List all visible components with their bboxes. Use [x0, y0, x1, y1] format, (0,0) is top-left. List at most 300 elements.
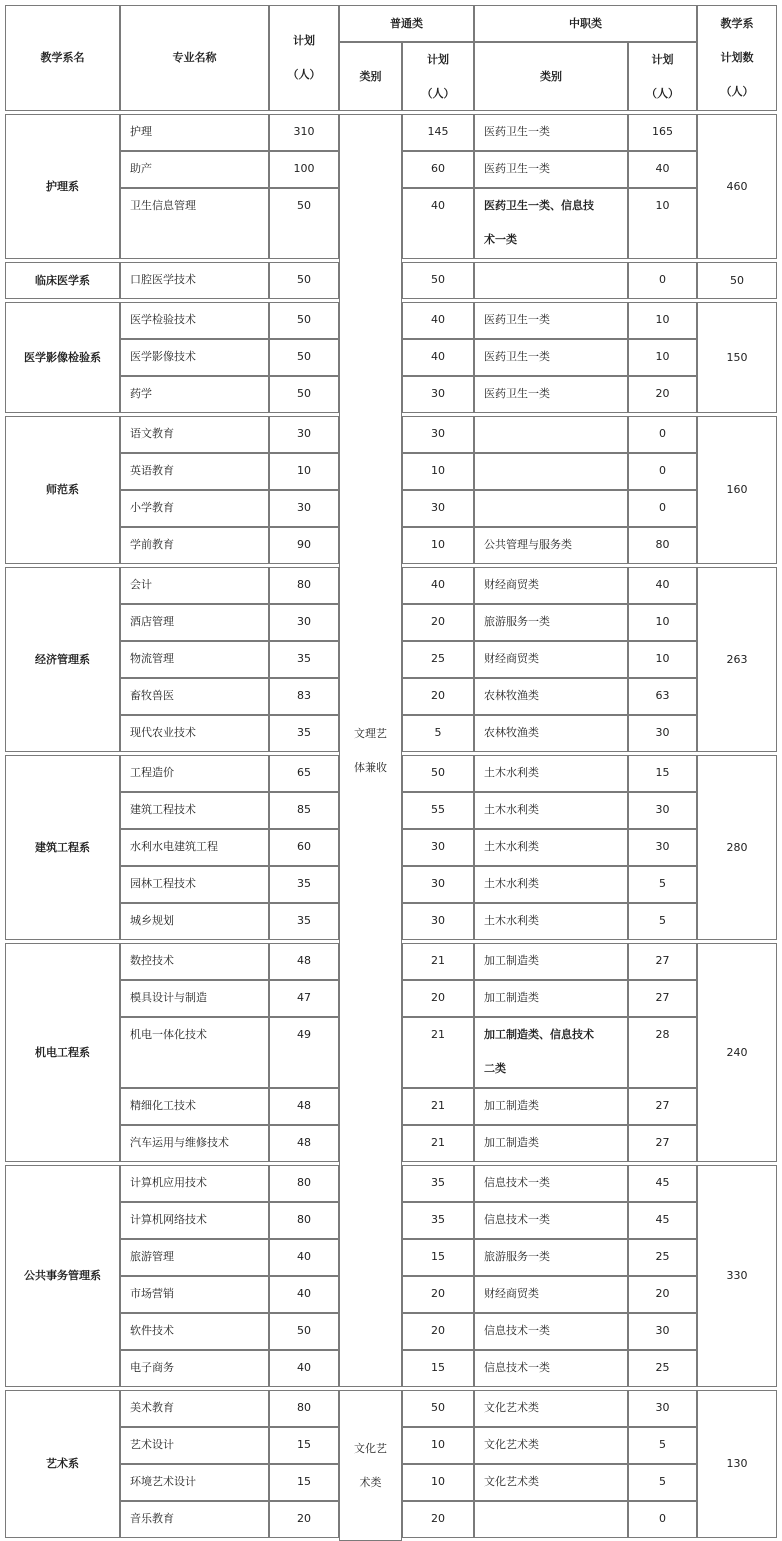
plan-value: 50 [297, 387, 311, 400]
vocational-plan-cell [628, 604, 697, 641]
major-name: 建筑工程技术 [130, 803, 196, 816]
header-dept-total-line3: （人） [720, 85, 754, 98]
general-plan-value: 20 [431, 689, 445, 702]
department-name: 临床医学系 [35, 273, 90, 287]
general-plan-cell [402, 1313, 474, 1350]
header-general-label: 普通类 [390, 16, 423, 30]
general-plan-cell [402, 490, 474, 527]
general-category-line: 文化艺 [354, 1441, 387, 1455]
department-total: 160 [726, 483, 748, 496]
plan-cell [269, 527, 339, 564]
plan-value: 10 [297, 464, 311, 477]
department-total-cell [697, 943, 777, 1162]
general-plan-cell [402, 943, 474, 980]
vocational-category: 农林牧渔类 [484, 689, 539, 702]
general-plan-value: 35 [431, 1213, 445, 1226]
plan-value: 85 [297, 803, 311, 816]
vocational-category: 加工制造类 [484, 1136, 539, 1149]
vocational-category: 土木水利类 [484, 914, 539, 927]
department-total: 240 [726, 1045, 748, 1059]
vocational-plan-value: 30 [655, 726, 670, 739]
general-plan-value: 20 [431, 1324, 445, 1337]
major-name: 护理 [130, 125, 152, 138]
plan-value: 50 [297, 1324, 311, 1337]
general-plan-cell [402, 151, 474, 188]
vocational-plan-cell [628, 1088, 697, 1125]
vocational-plan-value: 0 [659, 464, 666, 477]
vocational-plan-value: 30 [655, 1324, 670, 1337]
department-total-cell [697, 114, 777, 259]
vocational-category-cell [474, 755, 628, 792]
vocational-category-cell [474, 1202, 628, 1239]
vocational-category: 加工制造类 [484, 954, 539, 967]
general-plan-value: 35 [431, 1176, 445, 1189]
general-plan-value: 30 [431, 914, 445, 927]
plan-cell [269, 376, 339, 413]
vocational-plan-cell [628, 1125, 697, 1162]
vocational-plan-cell [628, 866, 697, 903]
major-name: 电子商务 [130, 1361, 174, 1374]
plan-cell [269, 114, 339, 151]
major-name: 学前教育 [130, 538, 174, 551]
department-name: 护理系 [46, 179, 79, 193]
general-plan-value: 25 [431, 652, 445, 665]
vocational-category-cell [474, 567, 628, 604]
vocational-category-cell [474, 114, 628, 151]
plan-cell [269, 1501, 339, 1538]
vocational-plan-cell [628, 792, 697, 829]
vocational-category: 文化艺术类 [484, 1401, 539, 1414]
plan-cell [269, 416, 339, 453]
vocational-plan-cell [628, 1017, 697, 1088]
department-total: 150 [726, 350, 748, 364]
vocational-category: 医药卫生一类 [484, 125, 550, 138]
vocational-category: 公共管理与服务类 [484, 538, 572, 551]
header-vocational-category-label: 类别 [540, 69, 562, 83]
vocational-plan-cell [628, 1501, 697, 1538]
header-dept-total-line1: 教学系 [720, 17, 754, 30]
vocational-plan-cell [628, 1239, 697, 1276]
vocational-category: 财经商贸类 [484, 578, 539, 591]
plan-cell [269, 866, 339, 903]
plan-cell [269, 1464, 339, 1501]
general-plan-cell [402, 1464, 474, 1501]
vocational-plan-cell [628, 567, 697, 604]
vocational-plan-value: 10 [655, 313, 670, 326]
vocational-plan-value: 20 [655, 1287, 670, 1300]
vocational-category-cell [474, 376, 628, 413]
header-general-category-label: 类别 [359, 69, 382, 83]
vocational-plan-value: 25 [655, 1361, 670, 1374]
major-name-cell [120, 1239, 269, 1276]
major-name: 模具设计与制造 [130, 991, 207, 1004]
vocational-category: 文化艺术类 [484, 1475, 539, 1488]
vocational-category: 信息技术一类 [484, 1324, 550, 1337]
major-name-cell [120, 376, 269, 413]
vocational-plan-value: 5 [659, 914, 666, 927]
vocational-plan-value: 27 [655, 991, 670, 1004]
plan-cell [269, 604, 339, 641]
plan-value: 47 [297, 991, 311, 1004]
plan-value: 15 [297, 1475, 311, 1488]
general-plan-value: 10 [431, 1475, 445, 1488]
major-name-cell [120, 678, 269, 715]
vocational-plan-cell [628, 980, 697, 1017]
major-name: 助产 [130, 162, 152, 175]
header-dept-total-line2: 计划数 [720, 51, 754, 64]
plan-cell [269, 792, 339, 829]
department-name: 师范系 [46, 483, 79, 496]
major-name-cell [120, 527, 269, 564]
major-name-cell [120, 1125, 269, 1162]
major-name-cell [120, 188, 269, 259]
vocational-plan-cell [628, 302, 697, 339]
department-total-cell [697, 416, 777, 564]
major-name: 酒店管理 [130, 615, 174, 628]
vocational-plan-value: 10 [655, 199, 670, 212]
vocational-plan-value: 10 [655, 615, 670, 628]
major-name-cell [120, 641, 269, 678]
plan-cell [269, 1350, 339, 1387]
major-name: 语文教育 [130, 427, 174, 440]
plan-value: 30 [297, 501, 311, 514]
vocational-category-cell [474, 1276, 628, 1313]
plan-value: 50 [297, 273, 311, 286]
general-plan-cell [402, 302, 474, 339]
header-dept-label: 教学系名 [40, 51, 85, 64]
plan-value: 50 [297, 313, 311, 326]
vocational-category-cell [474, 1017, 628, 1088]
department-total-cell [697, 262, 777, 299]
department-total: 263 [726, 652, 748, 666]
vocational-plan-cell [628, 1202, 697, 1239]
vocational-plan-cell [628, 829, 697, 866]
vocational-plan-cell [628, 1390, 697, 1427]
general-plan-cell [402, 829, 474, 866]
vocational-category-cell [474, 1427, 628, 1464]
major-name-cell [120, 903, 269, 940]
general-plan-cell [402, 262, 474, 299]
major-name: 环境艺术设计 [130, 1475, 196, 1488]
department-total: 330 [726, 1269, 748, 1282]
plan-cell [269, 1239, 339, 1276]
vocational-plan-value: 28 [655, 1028, 670, 1041]
vocational-plan-value: 30 [655, 1401, 670, 1414]
vocational-category-cell [474, 262, 628, 299]
department-name: 医学影像检验系 [24, 350, 101, 364]
plan-value: 15 [297, 1438, 311, 1451]
general-plan-cell [402, 1239, 474, 1276]
vocational-category: 土木水利类 [484, 766, 539, 779]
plan-value: 49 [297, 1028, 311, 1041]
general-plan-cell [402, 527, 474, 564]
major-name-cell [120, 416, 269, 453]
vocational-category-cell [474, 943, 628, 980]
vocational-plan-value: 25 [655, 1250, 670, 1263]
plan-value: 83 [297, 689, 311, 702]
department-total-cell [697, 755, 777, 940]
department-name: 机电工程系 [35, 1045, 90, 1059]
vocational-category-cell [474, 1350, 628, 1387]
plan-cell [269, 829, 339, 866]
vocational-category-cell [474, 903, 628, 940]
department-name-cell [5, 567, 120, 752]
plan-cell [269, 641, 339, 678]
vocational-plan-cell [628, 1427, 697, 1464]
plan-cell [269, 1165, 339, 1202]
vocational-category-line: 术一类 [484, 233, 517, 246]
general-plan-value: 30 [431, 501, 445, 514]
header-dept-total [697, 5, 777, 111]
major-name-cell [120, 1165, 269, 1202]
vocational-plan-value: 20 [655, 387, 670, 400]
general-plan-value: 10 [431, 538, 445, 551]
major-name: 计算机网络技术 [130, 1213, 207, 1226]
general-plan-cell [402, 1125, 474, 1162]
header-general [339, 5, 474, 42]
header-vocational-plan-line1: 计划 [651, 52, 674, 66]
plan-value: 50 [297, 199, 311, 212]
header-plan-line1: 计划 [293, 34, 315, 47]
vocational-category: 旅游服务一类 [484, 1250, 550, 1263]
department-name-cell [5, 114, 120, 259]
vocational-plan-cell [628, 1313, 697, 1350]
major-name: 水利水电建筑工程 [130, 840, 218, 853]
general-plan-value: 30 [431, 427, 445, 440]
general-plan-value: 50 [431, 766, 445, 779]
major-name-cell [120, 302, 269, 339]
vocational-plan-cell [628, 641, 697, 678]
vocational-plan-cell [628, 376, 697, 413]
department-total-cell [697, 1165, 777, 1387]
major-name: 医学检验技术 [130, 313, 196, 326]
general-plan-cell [402, 1390, 474, 1427]
major-name-cell [120, 604, 269, 641]
major-name: 现代农业技术 [130, 726, 196, 739]
header-vocational-label: 中职类 [569, 16, 602, 30]
major-name-cell [120, 1202, 269, 1239]
general-plan-value: 50 [431, 273, 445, 286]
vocational-plan-value: 27 [655, 954, 670, 967]
general-plan-value: 10 [431, 464, 445, 477]
header-plan-line2: （人） [287, 68, 321, 81]
major-name-cell [120, 1276, 269, 1313]
vocational-category-line: 医药卫生一类、信息技 [484, 199, 594, 212]
vocational-category: 加工制造类 [484, 1099, 539, 1112]
vocational-plan-cell [628, 453, 697, 490]
vocational-plan-value: 10 [655, 652, 670, 665]
general-plan-value: 20 [431, 1287, 445, 1300]
general-category-line: 体兼收 [354, 760, 387, 774]
general-category-cell [339, 1390, 402, 1541]
major-name-cell [120, 453, 269, 490]
plan-cell [269, 1276, 339, 1313]
vocational-plan-value: 0 [659, 427, 666, 440]
vocational-plan-cell [628, 114, 697, 151]
vocational-plan-cell [628, 678, 697, 715]
vocational-category-cell [474, 1088, 628, 1125]
vocational-category: 土木水利类 [484, 840, 539, 853]
vocational-category: 农林牧渔类 [484, 726, 539, 739]
plan-value: 30 [297, 427, 311, 440]
general-category-line: 术类 [359, 1475, 382, 1489]
header-vocational-plan [628, 42, 697, 111]
general-plan-cell [402, 453, 474, 490]
general-plan-value: 5 [434, 726, 442, 739]
vocational-plan-value: 0 [659, 501, 666, 514]
vocational-category-cell [474, 1313, 628, 1350]
major-name-cell [120, 490, 269, 527]
plan-cell [269, 1017, 339, 1088]
major-name: 旅游管理 [130, 1250, 174, 1263]
vocational-category-cell [474, 188, 628, 259]
plan-value: 30 [297, 615, 311, 628]
major-name: 口腔医学技术 [130, 273, 196, 286]
plan-cell [269, 1390, 339, 1427]
vocational-category-cell [474, 604, 628, 641]
general-plan-value: 55 [431, 803, 445, 816]
plan-value: 35 [297, 877, 311, 890]
general-plan-cell [402, 1165, 474, 1202]
vocational-category-cell [474, 1165, 628, 1202]
vocational-plan-value: 45 [655, 1176, 670, 1189]
major-name-cell [120, 114, 269, 151]
major-name: 药学 [130, 387, 152, 400]
general-plan-cell [402, 567, 474, 604]
vocational-category-cell [474, 829, 628, 866]
vocational-plan-cell [628, 490, 697, 527]
vocational-category-cell [474, 715, 628, 752]
plan-cell [269, 262, 339, 299]
vocational-category: 旅游服务一类 [484, 615, 550, 628]
general-plan-value: 40 [431, 350, 445, 363]
major-name: 畜牧兽医 [130, 689, 174, 702]
header-plan [269, 5, 339, 111]
vocational-plan-cell [628, 755, 697, 792]
department-name: 公共事务管理系 [24, 1269, 101, 1282]
plan-cell [269, 755, 339, 792]
department-total-cell [697, 1390, 777, 1538]
plan-value: 80 [297, 578, 311, 591]
vocational-category-cell [474, 1501, 628, 1538]
vocational-plan-value: 15 [655, 766, 670, 779]
plan-value: 90 [297, 538, 311, 551]
vocational-plan-value: 63 [655, 689, 670, 702]
general-plan-value: 30 [431, 877, 445, 890]
major-name: 计算机应用技术 [130, 1176, 207, 1189]
general-plan-value: 21 [431, 954, 445, 967]
vocational-plan-cell [628, 262, 697, 299]
vocational-plan-value: 10 [655, 350, 670, 363]
vocational-category-cell [474, 792, 628, 829]
plan-value: 80 [297, 1176, 311, 1189]
department-total-cell [697, 302, 777, 413]
vocational-plan-cell [628, 1276, 697, 1313]
plan-value: 20 [297, 1512, 311, 1525]
general-plan-cell [402, 416, 474, 453]
plan-cell [269, 490, 339, 527]
general-plan-value: 30 [431, 840, 445, 853]
major-name-cell [120, 1464, 269, 1501]
plan-cell [269, 1125, 339, 1162]
general-plan-cell [402, 1427, 474, 1464]
major-name-cell [120, 1427, 269, 1464]
vocational-category-cell [474, 339, 628, 376]
general-plan-value: 21 [431, 1136, 445, 1149]
major-name: 卫生信息管理 [130, 199, 196, 212]
vocational-category-cell [474, 1125, 628, 1162]
general-plan-cell [402, 1202, 474, 1239]
department-name-cell [5, 1390, 120, 1538]
general-plan-cell [402, 866, 474, 903]
major-name-cell [120, 866, 269, 903]
vocational-plan-cell [628, 527, 697, 564]
general-category-cell [339, 114, 402, 1387]
vocational-plan-value: 40 [655, 578, 670, 591]
general-plan-value: 60 [431, 162, 445, 175]
header-major-label: 专业名称 [172, 51, 217, 64]
vocational-plan-value: 30 [655, 840, 670, 853]
header-vocational [474, 5, 697, 42]
department-name-cell [5, 1165, 120, 1387]
general-plan-cell [402, 792, 474, 829]
department-total: 280 [726, 840, 748, 854]
major-name-cell [120, 151, 269, 188]
major-name: 数控技术 [130, 954, 174, 967]
general-plan-cell [402, 604, 474, 641]
plan-cell [269, 567, 339, 604]
plan-cell [269, 678, 339, 715]
vocational-plan-value: 5 [659, 1475, 666, 1488]
major-name-cell [120, 755, 269, 792]
vocational-category-cell [474, 1390, 628, 1427]
plan-cell [269, 188, 339, 259]
vocational-plan-cell [628, 1464, 697, 1501]
plan-value: 50 [297, 350, 311, 363]
major-name: 城乡规划 [130, 914, 174, 927]
plan-cell [269, 339, 339, 376]
vocational-category: 财经商贸类 [484, 1287, 539, 1300]
vocational-plan-cell [628, 188, 697, 259]
vocational-plan-cell [628, 943, 697, 980]
vocational-category: 土木水利类 [484, 877, 539, 890]
department-name: 建筑工程系 [35, 840, 90, 854]
general-plan-cell [402, 1017, 474, 1088]
major-name: 机电一体化技术 [130, 1028, 207, 1041]
major-name: 精细化工技术 [130, 1099, 196, 1112]
department-name: 艺术系 [46, 1457, 79, 1470]
vocational-category: 信息技术一类 [484, 1361, 550, 1374]
major-name: 会计 [130, 578, 152, 591]
plan-cell [269, 715, 339, 752]
general-plan-cell [402, 678, 474, 715]
plan-cell [269, 453, 339, 490]
plan-cell [269, 151, 339, 188]
plan-value: 48 [297, 1136, 311, 1149]
vocational-category-cell [474, 678, 628, 715]
header-general-plan-line2: （人） [421, 86, 455, 100]
vocational-category-line: 二类 [484, 1062, 506, 1075]
vocational-plan-value: 80 [655, 538, 670, 551]
vocational-plan-cell [628, 715, 697, 752]
header-vocational-category [474, 42, 628, 111]
plan-value: 48 [297, 954, 311, 967]
plan-cell [269, 1088, 339, 1125]
vocational-plan-value: 165 [652, 125, 673, 138]
department-name-cell [5, 943, 120, 1162]
vocational-category-cell [474, 641, 628, 678]
vocational-category: 加工制造类 [484, 991, 539, 1004]
